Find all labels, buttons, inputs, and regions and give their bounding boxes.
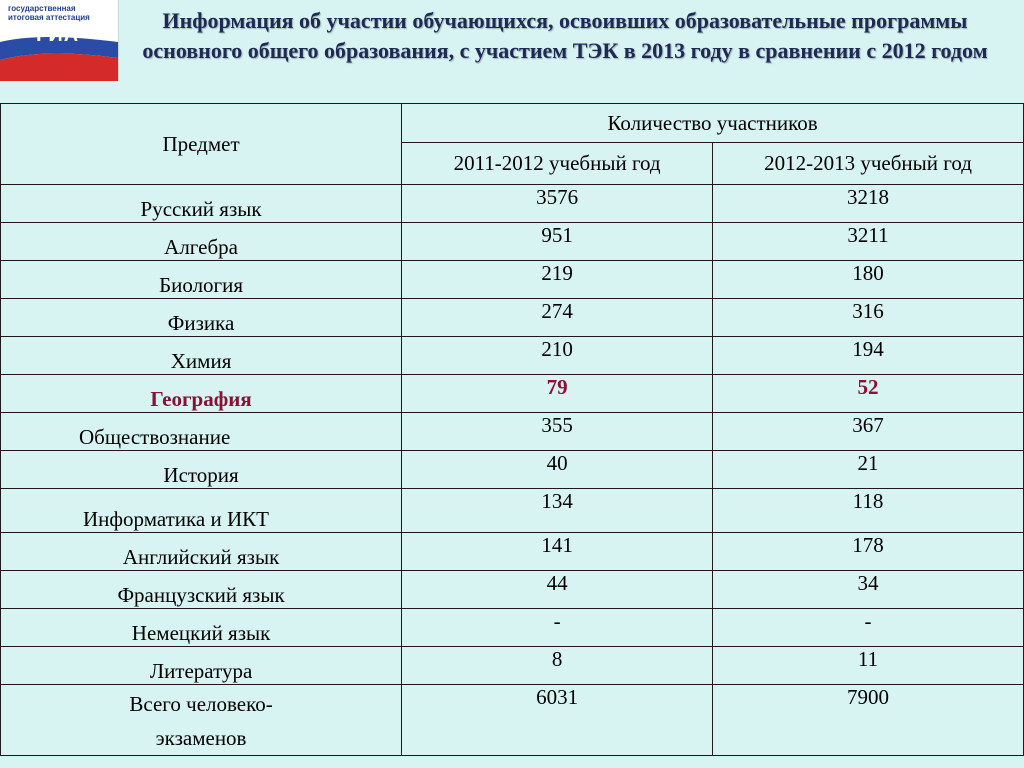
row-value-2012: 44	[402, 571, 713, 609]
row-subject: Химия	[1, 337, 402, 375]
row-subject: Английский язык	[1, 533, 402, 571]
gia-logo	[0, 0, 119, 81]
row-subject: Биология	[1, 261, 402, 299]
row-subject: Русский язык	[1, 185, 402, 223]
page-title: Информация об участии обучающихся, освоивших образовательные программы основного общего образования, с участием ТЭК в 2013 году в сравнении с 2012 годом	[142, 8, 988, 63]
row-value-2013: 3218	[713, 185, 1024, 223]
row-value-2012: 210	[402, 337, 713, 375]
table-row	[1, 413, 1024, 451]
table-row	[1, 299, 1024, 337]
table-row-highlighted	[1, 375, 1024, 413]
row-subject: Французский язык	[1, 571, 402, 609]
header-count: Количество участников	[402, 104, 1024, 143]
total-label-line-1: Всего человеко-	[129, 692, 273, 716]
row-subject: Обществознание	[1, 413, 402, 451]
row-subject: География	[1, 375, 402, 413]
table-row	[1, 185, 1024, 223]
row-value-2012: 79	[402, 375, 713, 413]
row-value-2012: 951	[402, 223, 713, 261]
row-value-2012: 134	[402, 489, 713, 533]
row-value-2013: 316	[713, 299, 1024, 337]
row-value-2013: 178	[713, 533, 1024, 571]
table-row	[1, 533, 1024, 571]
row-value-2012: 219	[402, 261, 713, 299]
table-header-row	[1, 104, 1024, 143]
total-label-line-2: экзаменов	[155, 726, 247, 750]
row-value-2012: -	[402, 609, 713, 647]
header-subject: Предмет	[1, 104, 402, 185]
row-subject: История	[1, 451, 402, 489]
logo-line-2: итоговая аттестация	[8, 13, 90, 22]
table-row	[1, 261, 1024, 299]
row-value-2012: 141	[402, 533, 713, 571]
row-subject: Информатика и ИКТ	[1, 489, 402, 533]
row-value-2012: 40	[402, 451, 713, 489]
logo-line-1: государственная	[8, 4, 76, 13]
table-row	[1, 571, 1024, 609]
row-value-2013: 118	[713, 489, 1024, 533]
row-value-2012: 3576	[402, 185, 713, 223]
table-row	[1, 609, 1024, 647]
row-value-2013: 21	[713, 451, 1024, 489]
row-value-2013: 7900	[713, 685, 1024, 756]
row-value-2012: 355	[402, 413, 713, 451]
participants-table	[0, 103, 1024, 756]
row-subject: Физика	[1, 299, 402, 337]
row-value-2013: 367	[713, 413, 1024, 451]
header-year-2013: 2012-2013 учебный год	[713, 143, 1024, 185]
row-value-2013: 34	[713, 571, 1024, 609]
table-row-total	[1, 685, 1024, 756]
row-subject: Алгебра	[1, 223, 402, 261]
table-row	[1, 489, 1024, 533]
row-subject	[1, 685, 402, 756]
row-subject: Литература	[1, 647, 402, 685]
header-year-2012: 2011-2012 учебный год	[402, 143, 713, 185]
table-row	[1, 223, 1024, 261]
row-value-2013: -	[713, 609, 1024, 647]
row-value-2013: 3211	[713, 223, 1024, 261]
row-value-2013: 180	[713, 261, 1024, 299]
table-row	[1, 451, 1024, 489]
row-value-2012: 6031	[402, 685, 713, 756]
row-value-2013: 194	[713, 337, 1024, 375]
row-value-2013: 52	[713, 375, 1024, 413]
row-value-2013: 11	[713, 647, 1024, 685]
row-value-2012: 8	[402, 647, 713, 685]
table-row	[1, 647, 1024, 685]
logo-text: ГИА	[36, 24, 80, 46]
table-row	[1, 337, 1024, 375]
row-subject: Немецкий язык	[1, 609, 402, 647]
row-value-2012: 274	[402, 299, 713, 337]
